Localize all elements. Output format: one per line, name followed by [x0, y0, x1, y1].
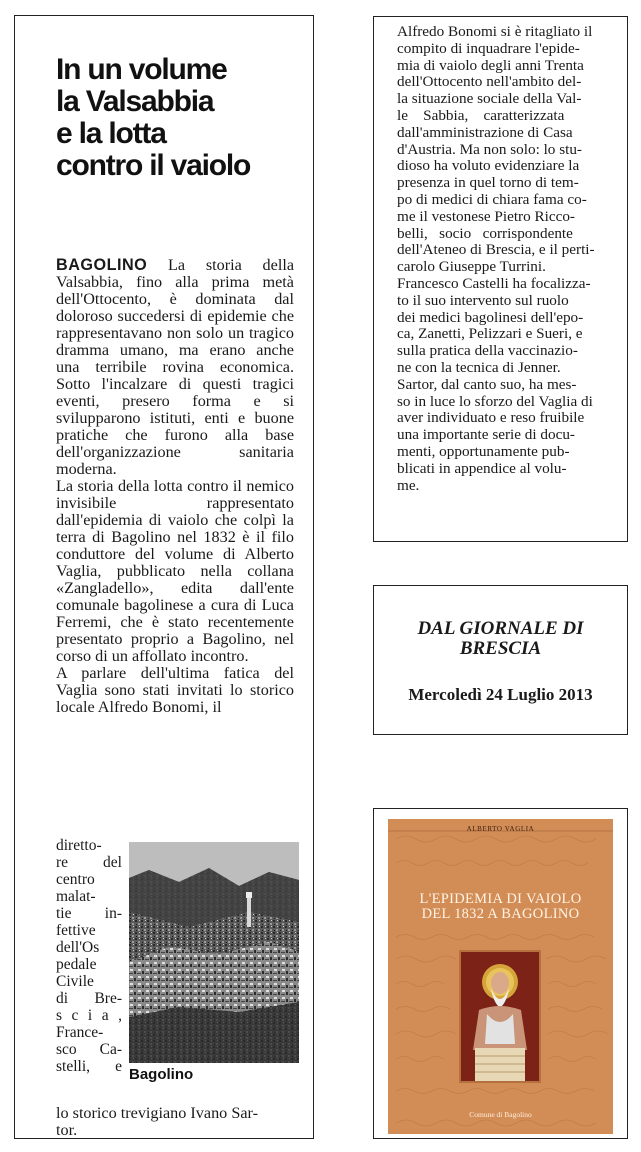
text-line: me. [397, 476, 420, 494]
text-line: mia di vaiolo degli anni Trenta [397, 56, 584, 74]
narrow-line: Civile [56, 973, 94, 990]
article-kicker: BAGOLINO [56, 256, 148, 274]
article-paragraph [56, 257, 294, 478]
book-cover-box [373, 808, 628, 1139]
book-cover [388, 819, 613, 1134]
narrow-line: centro [56, 871, 95, 888]
article-paragraph: A parlare dell'ultima fatica del Vaglia sono stati invitati lo storico locale Alfredo Bonomi, il [56, 664, 294, 716]
text-line: to il suo intervento sul ruolo [397, 291, 569, 309]
newspaper-name-line: DAL GIORNALE DI [417, 618, 584, 639]
narrow-line: re del [56, 854, 122, 871]
text-line: presenza in quel torno di tem- [397, 174, 579, 192]
text-line: blicati in appendice al volu- [397, 459, 567, 477]
text-line: sulla pratica della vaccinazio- [397, 342, 578, 360]
article-continuation [373, 16, 628, 542]
continuation-text [397, 24, 607, 494]
publication-date: Mercoledì 24 Luglio 2013 [408, 685, 593, 704]
text-line: Alfredo Bonomi si è ritagliato il [397, 23, 593, 40]
text-line: Sartor, dal canto suo, ha mes- [397, 375, 577, 393]
text-line: dell'Ottocento nell'ambito del- [397, 73, 582, 91]
narrow-line: fettive [56, 922, 96, 939]
article-tail [56, 1105, 296, 1139]
narrow-line: pedale [56, 956, 97, 973]
text-line: carolo Giuseppe Turrini. [397, 258, 546, 276]
saint-painting [459, 950, 541, 1083]
painting-image [461, 952, 539, 1081]
narrow-line: stelli, e [56, 1058, 122, 1075]
narrow-line: sco Ca- [56, 1041, 122, 1058]
article-narrow-column [56, 837, 122, 1075]
text-line: dei medici bagolinesi dell'epo- [397, 308, 584, 326]
bagolino-photo [129, 842, 299, 1063]
article-clipping [14, 15, 314, 1139]
headline-line: la Valsabbia [56, 85, 214, 118]
text-line: compito di inquadrare l'epide- [397, 39, 580, 57]
text-line: me il vestonese Pietro Ricco- [397, 207, 575, 225]
text-line: dioso ha voluto evidenziare la [397, 157, 580, 175]
headline-line: contro il vaiolo [56, 149, 251, 182]
text-line: so in luce lo sforzo del Vaglia di [397, 392, 593, 410]
headline-line: e la lotta [56, 117, 166, 150]
text-line: aver individuato e reso fruibile [397, 409, 585, 427]
narrow-line: France- [56, 1024, 104, 1041]
newspaper-name-line: BRESCIA [459, 638, 542, 659]
text-line: ca, Zanetti, Pelizzari e Sueri, e [397, 325, 583, 343]
text-line: ne con la tecnica di Jenner. [397, 358, 561, 376]
narrow-line: tie in- [56, 905, 122, 922]
landscape-image [129, 842, 299, 1063]
article-body [56, 257, 294, 716]
tail-line: lo storico trevigiano Ivano Sar- [56, 1104, 258, 1122]
text-line: le Sabbia, caratterizzata [397, 106, 565, 124]
text-line: una importante serie di docu- [397, 426, 575, 444]
photo-caption: Bagolino [129, 1066, 194, 1083]
headline-line: In un volume [56, 53, 227, 86]
book-title-line: L'EPIDEMIA DI VAIOLO [419, 891, 582, 907]
book-title [388, 892, 613, 922]
text-line: dall'amministrazione di Casa [397, 123, 573, 141]
text-line: belli, socio corrispondente [397, 224, 573, 242]
narrow-line: malat- [56, 888, 96, 905]
text-line: po di medici di chiara fama co- [397, 190, 587, 208]
text-line: Francesco Castelli ha focalizza- [397, 274, 591, 292]
narrow-line: s c i a , [56, 1007, 122, 1024]
book-publisher: Comune di Bagolino [469, 1110, 532, 1119]
text-line: dell'Ateneo di Brescia, e il perti- [397, 241, 595, 259]
paragraph-text: La storia della Valsabbia, fino alla prima metà dell'Ottocento, è dominata dal doloroso succedersi di epidemie che rappresentavano non solo un tragico dramma umano, ma erano anche una terribile rovina economica. Sotto l'incalzare di questi tragici eventi, presero forma e si svilupparono istituti, enti e buone pratiche che furono alla base dell'organizzazione sanitaria moderna. [56, 256, 295, 478]
article-paragraph: La storia della lotta contro il nemico invisibile rappresentato dall'epidemia di vaiolo che colpì la terra di Bagolino nel 1832 è il filo conduttore del volume di Alberto Vaglia, pubblicato nella collana «Zangladello», edita dall'ente comunale bagolinese a cura di Luca Ferremi, che è stato recentemente presentato proprio a Bagolino, nel corso di un affollato incontro. [56, 477, 294, 665]
source-box [373, 585, 628, 735]
tail-line: tor. [56, 1121, 78, 1139]
article-headline [56, 54, 306, 182]
narrow-line: diretto- [56, 837, 102, 854]
newspaper-name [374, 619, 627, 659]
narrow-line: dell'Os [56, 939, 100, 956]
book-title-line: DEL 1832 A BAGOLINO [421, 906, 580, 922]
book-author: ALBERTO VAGLIA [466, 825, 535, 833]
text-line: la situazione sociale della Val- [397, 90, 582, 108]
text-line: menti, opportunamente pub- [397, 442, 570, 460]
text-line: d'Austria. Ma non solo: lo stu- [397, 140, 582, 158]
narrow-line: di Bre- [56, 990, 122, 1007]
